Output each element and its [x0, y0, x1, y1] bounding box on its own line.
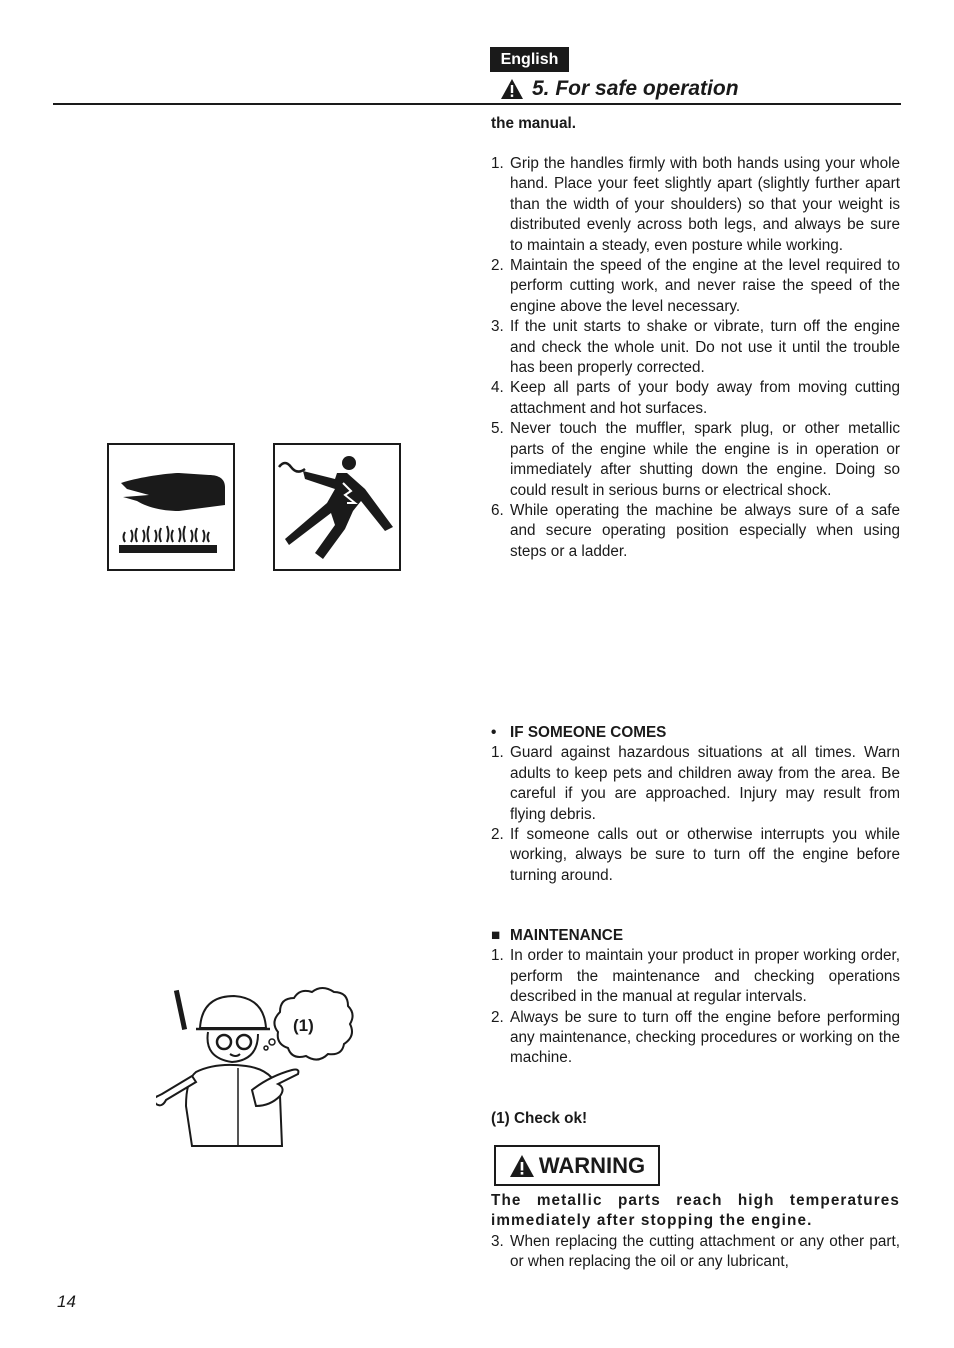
section-heading: • IF SOMEONE COMES — [491, 724, 667, 741]
operation-list — [491, 154, 900, 562]
figure-caption: (1) Check ok! — [491, 1110, 588, 1127]
section-heading: ■ MAINTENANCE — [491, 927, 624, 944]
header-rule — [53, 103, 901, 105]
page-title: 5. For safe operation — [532, 77, 739, 100]
list-item: 2. Maintain the speed of the engine at the level required to perform cutting work, and never raise the speed of the engine above the level necessary. — [491, 257, 900, 315]
list-item: 4. Keep all parts of your body away from moving cutting attachment and hot surfaces. — [491, 379, 900, 417]
electric-shock-icon — [275, 445, 399, 569]
warning-box — [494, 1145, 660, 1186]
callout-label: (1) — [293, 1016, 314, 1035]
list-item: 3. If the unit starts to shake or vibrate, turn off the engine and check the whole unit. Do not use it until the trouble has been properly corrected. — [491, 318, 900, 377]
warning-label: WARNING — [538, 1152, 646, 1178]
list-item: 1. Grip the handles firmly with both hands using your whole hand. Place your feet slightly apart (slightly further apart than the width of your shoulders) so that your weight is distributed evenly across both legs, and always be sure to maintain a steady, even posture while working. — [491, 155, 900, 254]
hot-surface-icon — [109, 445, 233, 569]
operation-lead: the manual. — [491, 115, 576, 132]
continued-list — [491, 1232, 900, 1273]
someone-section — [491, 723, 900, 886]
maintenance-section — [491, 926, 900, 1069]
hot-surface-pictogram — [107, 443, 235, 571]
page-number: 14 — [57, 1292, 76, 1311]
list-item: 3. When replacing the cutting attachment or any other part, or when replacing the oil or any lubricant, — [491, 1233, 900, 1271]
section-title-row — [500, 75, 739, 103]
warning-triangle-icon — [509, 1154, 535, 1178]
list-item: 1. In order to maintain your product in proper working order, perform the maintenance and checking operations described in the manual at regular intervals. — [491, 947, 900, 1006]
language-tab: English — [490, 47, 569, 72]
electric-shock-pictogram — [273, 443, 401, 571]
list-item: 6. While operating the machine be always sure of a safe and secure operating position especially when using steps or a ladder. — [491, 501, 900, 560]
warning-triangle-icon — [500, 78, 524, 100]
list-item: 5. Never touch the muffler, spark plug, or other metallic parts of the engine while the engine is in operation or immediately after shutting down the engine. Doing so could result in serious burns or electrical shock. — [491, 420, 900, 499]
mechanic-illustration — [156, 986, 356, 1156]
list-item: 1. Guard against hazardous situations at all times. Warn adults to keep pets and children away from the area. Be careful if you are approached. Injury may result from flying debris. — [491, 744, 900, 823]
list-item: 2. Always be sure to turn off the engine before performing any maintenance, checking procedures or working on the machine. — [491, 1008, 900, 1067]
list-item: 2. If someone calls out or otherwise interrupts you while working, always be sure to turn off the engine before turning around. — [491, 826, 900, 884]
warning-text: The metallic parts reach high temperatures immediately after stopping the engine. — [491, 1192, 900, 1230]
mechanic-icon — [156, 986, 356, 1156]
